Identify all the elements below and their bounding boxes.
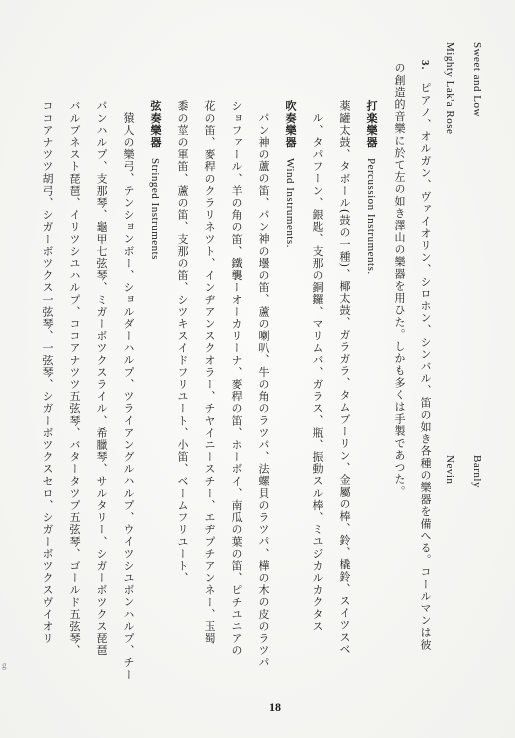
item-number: 3. xyxy=(419,60,431,71)
song-composer-2: Nevin xyxy=(444,455,456,485)
wind-line-3: 花の笛、麥稈のクラリネツト、インヂアンスクオラー、チヤイニースチー、エヂプチアンネー、玉蜀 xyxy=(203,100,216,645)
wind-heading-ja: 吹奏樂器 xyxy=(284,100,297,149)
wind-line-1: パン神の蘆の笛、パン神の壜の笛、蘆の喇叭、牛の角のラツパ、法螺貝のラツパ、樺の木の皮のラツパ xyxy=(257,112,270,669)
percussion-line-1: 薬罐太鼓、タボール(鼓の一種)、椰太鼓、ガラガラ、タムブーリン、金屬の棒、鈴、橇鈴、スイツスベ xyxy=(338,100,351,656)
percussion-line-2: ル、タパフーン、銀匙、支那の銅鑼、マリムバ、ガラス、瓶、振動スル棒、ミユジカルカクタス xyxy=(311,112,324,633)
intro-line-2: の創造的音樂に於て左の如き澤山の樂器を用ひた。しかも多くは手製であつた。 xyxy=(393,62,406,498)
page-number: 18 xyxy=(269,700,281,714)
stringed-line-2: パンハルプ、支那琴、龜甲七弦琴、ミガーボツクスライル、希臘琴、サルタリー、シガーボツクス琵琶 xyxy=(95,100,108,657)
song-title-1: Sweet and Low xyxy=(471,42,483,117)
percussion-heading-en: Percussion Instruments. xyxy=(365,158,377,275)
wind-line-4: 黍の莖の軍笛、蘆の笛、支那の笛、シツキスイドフリユート、小笛、ベームフリユート、 xyxy=(176,100,189,584)
song-composer-1: Barnly xyxy=(471,455,483,488)
stringed-line-3: バルブネスト琵琶、イリツシユハルプ、ココアナツツ五弦琴、バタータツプ五弦琴、ゴールド五弦琴、 xyxy=(68,100,81,657)
margin-mark: g xyxy=(2,660,7,670)
wind-heading-en: Wind Instruments. xyxy=(284,158,296,248)
intro-line-1: ピアノ、オルガン、ヴァイオリン、シロホン、シンバル、笛の如き各種の樂器を備へる。コールマンは彼 xyxy=(419,82,432,651)
song-title-2: Mighty Lak'a Rose xyxy=(444,42,456,135)
percussion-heading-ja: 打楽樂器 xyxy=(365,100,378,149)
stringed-line-1: 猿人の樂弓、テンションボー、ショルダーハルプ、ツライアングルハルプ、ウイツシユボンハルプ、チー xyxy=(122,112,135,681)
stringed-heading-ja: 弦奏樂器 xyxy=(149,100,162,149)
stringed-line-4: ココアナツツ胡弓、シガーボツクス一弦琴、一弦琴、シガーボツクスセロ、シガーボツクスヴイオリ xyxy=(41,100,54,645)
wind-line-2: ショファール、羊の角の笛、鐵襲ーオーカリーナ、麥稈の笛、ホーボイ、南瓜の葉の笛、ピチユニアの xyxy=(230,100,243,657)
stringed-heading-en: Stringed Instruments xyxy=(149,158,161,260)
